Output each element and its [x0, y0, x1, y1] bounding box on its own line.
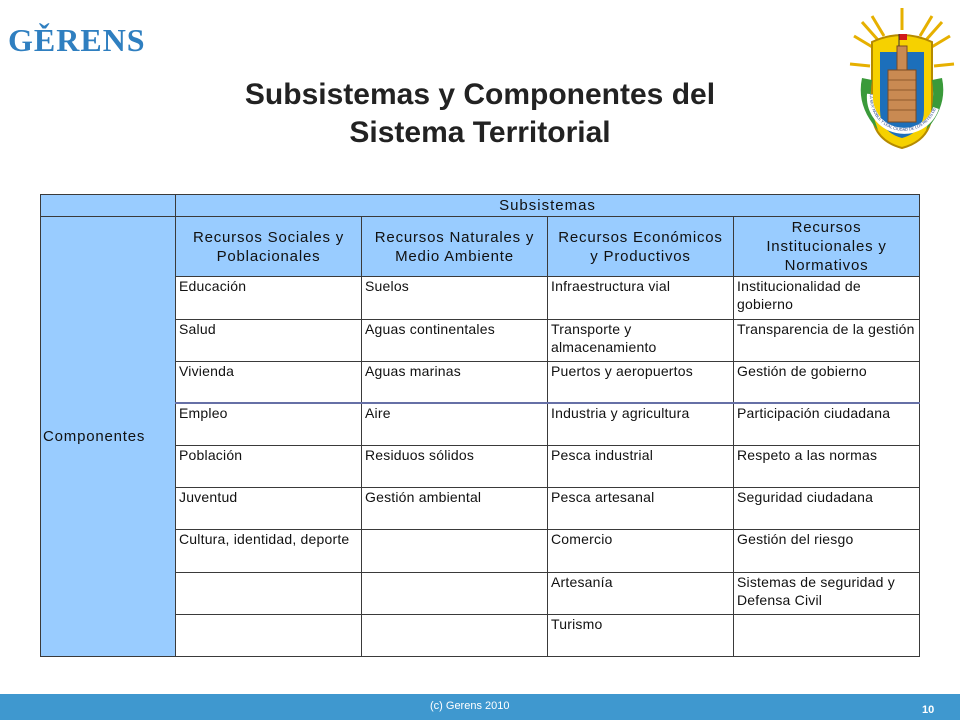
- copyright-text: (c) Gerens 2010: [430, 700, 510, 712]
- table-cell: Juventud: [176, 488, 362, 530]
- subsystems-table: [40, 194, 920, 657]
- table-cell: Participación ciudadana: [734, 403, 920, 445]
- title-line-1: Subsistemas y Componentes del: [244, 78, 716, 111]
- table-cell: Sistemas de seguridad y Defensa Civil: [734, 572, 920, 614]
- table-cell: Puertos y aeropuertos: [548, 361, 734, 403]
- table-cell: Educación: [176, 277, 362, 319]
- table-cell: Artesanía: [548, 572, 734, 614]
- table-cell: Gestión del riesgo: [734, 530, 920, 572]
- table-cell: Transparencia de la gestión: [734, 319, 920, 361]
- table-cell: [362, 530, 548, 572]
- table-cell: Aguas continentales: [362, 319, 548, 361]
- table-cell: Salud: [176, 319, 362, 361]
- gerens-logo: GĚRENS: [8, 22, 146, 58]
- table-cell: Pesca industrial: [548, 446, 734, 488]
- table-cell: Seguridad ciudadana: [734, 488, 920, 530]
- page-number: 10: [922, 704, 935, 716]
- table-cell: Transporte y almacenamiento: [548, 319, 734, 361]
- componentes-label: Componentes: [41, 217, 176, 657]
- table-cell: Vivienda: [176, 361, 362, 403]
- table-cell: [362, 572, 548, 614]
- table-cell: Comercio: [548, 530, 734, 572]
- table-cell: Industria y agricultura: [548, 403, 734, 445]
- table-cell: Gestión de gobierno: [734, 361, 920, 403]
- footer-bar: [0, 694, 960, 720]
- table-corner-cell: [41, 195, 176, 217]
- table-cell: [734, 614, 920, 656]
- table-cell: Infraestructura vial: [548, 277, 734, 319]
- table-cell: [176, 614, 362, 656]
- table-cell: Turismo: [548, 614, 734, 656]
- table-cell: Aire: [362, 403, 548, 445]
- table-cell: Pesca artesanal: [548, 488, 734, 530]
- table-cell: [176, 572, 362, 614]
- table-cell: Empleo: [176, 403, 362, 445]
- table-cell: Aguas marinas: [362, 361, 548, 403]
- title-line-2: Sistema Territorial: [349, 116, 611, 149]
- emblem-motto: LA MUY NOBLE Y LEAL CIUDAD DE LOS REYES DE: [868, 93, 937, 132]
- subsistemas-header: Subsistemas: [176, 195, 920, 217]
- table-cell: Cultura, identidad, deporte: [176, 530, 362, 572]
- table-cell: Respeto a las normas: [734, 446, 920, 488]
- lima-coat-of-arms-icon: [848, 6, 956, 154]
- table-cell: Gestión ambiental: [362, 488, 548, 530]
- table-cell: Suelos: [362, 277, 548, 319]
- column-header-economicos: Recursos Económicos y Productivos: [548, 217, 734, 277]
- column-header-institucionales: Recursos Institucionales y Normativos: [734, 217, 920, 277]
- slide-title: [150, 76, 810, 152]
- table-cell: Población: [176, 446, 362, 488]
- column-header-sociales: Recursos Sociales y Poblacionales: [176, 217, 362, 277]
- column-header-naturales: Recursos Naturales y Medio Ambiente: [362, 217, 548, 277]
- table-cell: Residuos sólidos: [362, 446, 548, 488]
- table-cell: Institucionalidad de gobierno: [734, 277, 920, 319]
- table-cell: [362, 614, 548, 656]
